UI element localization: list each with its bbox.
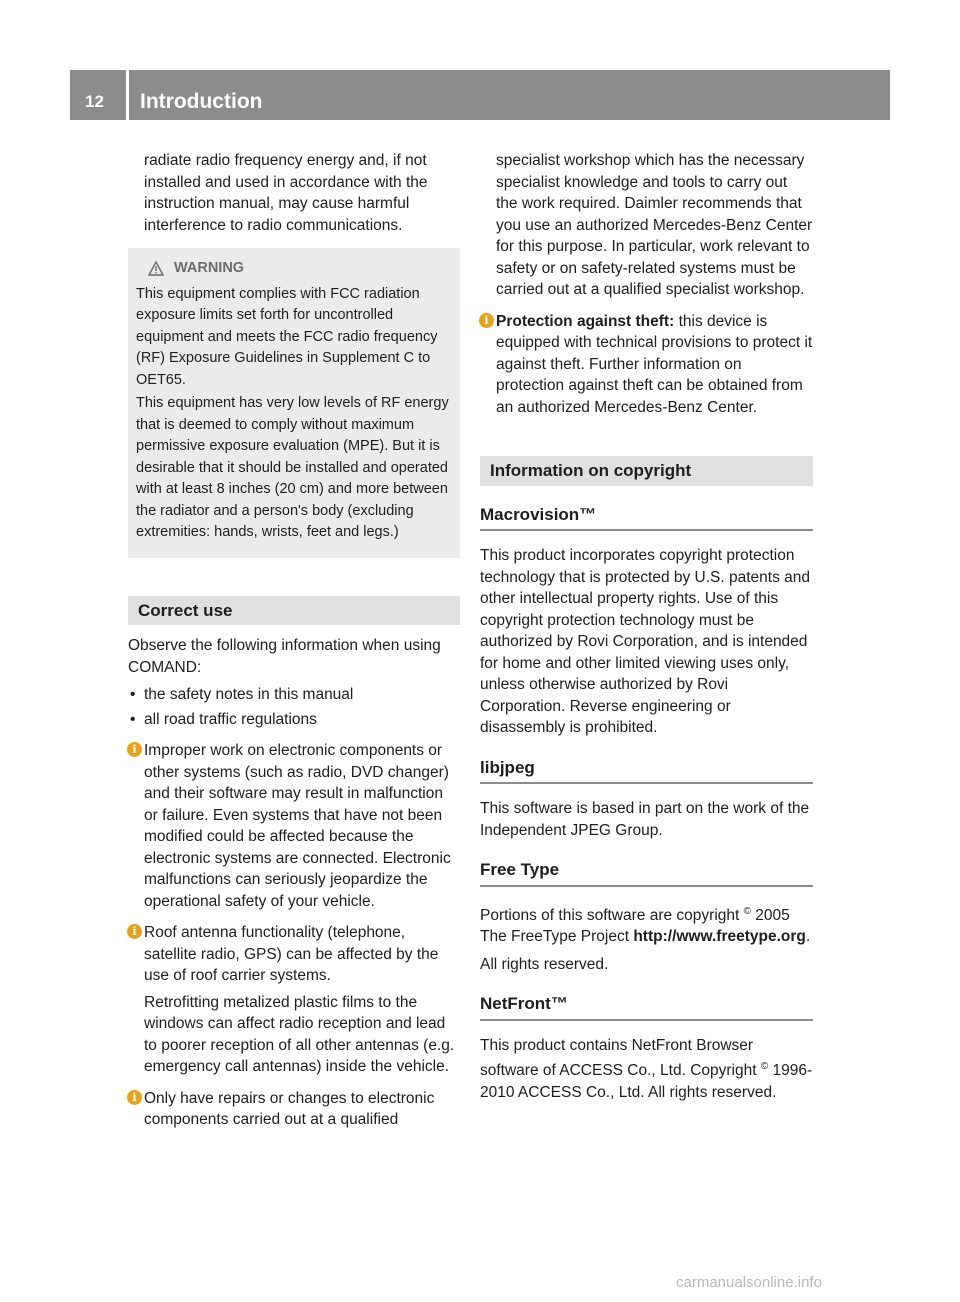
list-item: • the safety notes in this manual bbox=[130, 686, 354, 703]
watermark: carmanualsonline.info bbox=[676, 1274, 822, 1291]
info-note-improper-work: i Improper work on electronic components or other systems (such as radio, DVD changer) and their software may result in malfunction or failure. Even systems that have not been modified could be affected because the electronic systems are connected. Electronic malfunctions can seriously jeopardize the operational safety of your vehicle. bbox=[128, 740, 460, 912]
info-note-theft: i Protection against theft: this device is equipped with technical provisions to protect it against theft. Further information on protection against theft can be obtained from an authorized Mercedes-Benz Center. bbox=[480, 311, 813, 419]
continued-paragraph: specialist workshop which has the necessary specialist knowledge and tools to carry out the work required. Daimler recommends that you use an authorized Mercedes-Benz Center for this purpose. In particular, work relevant to safety or on safety-related systems must be carried out at a qualified specialist workshop. bbox=[496, 152, 813, 298]
netfront-text: This product contains NetFront Browser software of ACCESS Co., Ltd. Copyright © 1996-2010 ACCESS Co., Ltd. All rights reserved. bbox=[480, 1036, 813, 1101]
info-note-roof-antenna: i Roof antenna functionality (telephone, satellite radio, GPS) can be affected by the use of roof carrier systems. Retrofitting metalized plastic films to the windows can affect radio reception and lead to poorer reception of all other antennas (e.g. emergency call antennas) inside the vehicle. bbox=[128, 922, 460, 1078]
macrovision-heading: Macrovision™ bbox=[480, 504, 813, 532]
warning-text-2: This equipment has very low levels of RF energy that is deemed to comply without maximum permissive exposure evaluation (MPE). But it is desirable that it should be installed and operated with at least 8 inches (20 cm) and more between the radiator and a person's body (excluding extremities: hands, wrists, feet and legs.) bbox=[136, 395, 449, 540]
warning-text-1: This equipment complies with FCC radiation exposure limits set forth for uncontrolled equipment and meets the FCC radio frequency (RF) Exposure Guidelines in Supplement C to OET65. bbox=[136, 285, 438, 388]
correct-use-intro: Observe the following information when using COMAND: bbox=[128, 637, 441, 676]
info-icon: i bbox=[127, 1090, 142, 1105]
freetype-heading: Free Type bbox=[480, 859, 813, 887]
info-note-repairs: i Only have repairs or changes to electronic components carried out at a qualified bbox=[128, 1088, 460, 1131]
netfront-heading: NetFront™ bbox=[480, 993, 813, 1021]
freetype-url: http://www.freetype.org bbox=[633, 928, 806, 946]
libjpeg-text: This software is based in part on the work of the Independent JPEG Group. bbox=[480, 800, 810, 839]
libjpeg-heading: libjpeg bbox=[480, 757, 813, 785]
warning-label: WARNING bbox=[174, 260, 245, 276]
right-column bbox=[480, 150, 813, 1109]
info-note-retrofitting: Retrofitting metalized plastic films to the windows can affect radio reception and lead to poorer reception of all other antennas (e.g. emergency call antennas) inside the vehicle. bbox=[144, 993, 455, 1075]
page-number: 12 bbox=[85, 92, 104, 111]
warning-heading bbox=[136, 258, 452, 280]
warning-triangle-icon bbox=[148, 261, 164, 276]
freetype-text: Portions of this software are copyright © 2005 The FreeType Project http://www.freetype.org. bbox=[480, 905, 811, 946]
correct-use-heading: Correct use bbox=[128, 596, 460, 626]
header-divider bbox=[126, 70, 129, 120]
copyright-heading: Information on copyright bbox=[480, 456, 813, 486]
info-icon: i bbox=[479, 313, 494, 328]
list-item: • all road traffic regulations bbox=[130, 710, 317, 728]
macrovision-text: This product incorporates copyright protection technology that is protected by U.S. patents and other intellectual property rights. Use of this copyright protection technology must be authorized by Rovi Corporation, and is intended for home and other limited viewing uses only, unless otherwise authorized by Rovi Corporation. Reverse engineering or disassembly is prohibited. bbox=[480, 547, 811, 736]
page-title: Introduction bbox=[140, 90, 263, 113]
freetype-rights: All rights reserved. bbox=[480, 955, 609, 973]
info-icon: i bbox=[127, 742, 142, 757]
info-icon: i bbox=[127, 924, 142, 939]
left-column bbox=[128, 150, 460, 1137]
warning-box bbox=[128, 248, 460, 558]
page-header bbox=[70, 70, 890, 120]
intro-paragraph: radiate radio frequency energy and, if not installed and used in accordance with the instruction manual, may cause harmful interference to radio communications. bbox=[144, 152, 428, 234]
